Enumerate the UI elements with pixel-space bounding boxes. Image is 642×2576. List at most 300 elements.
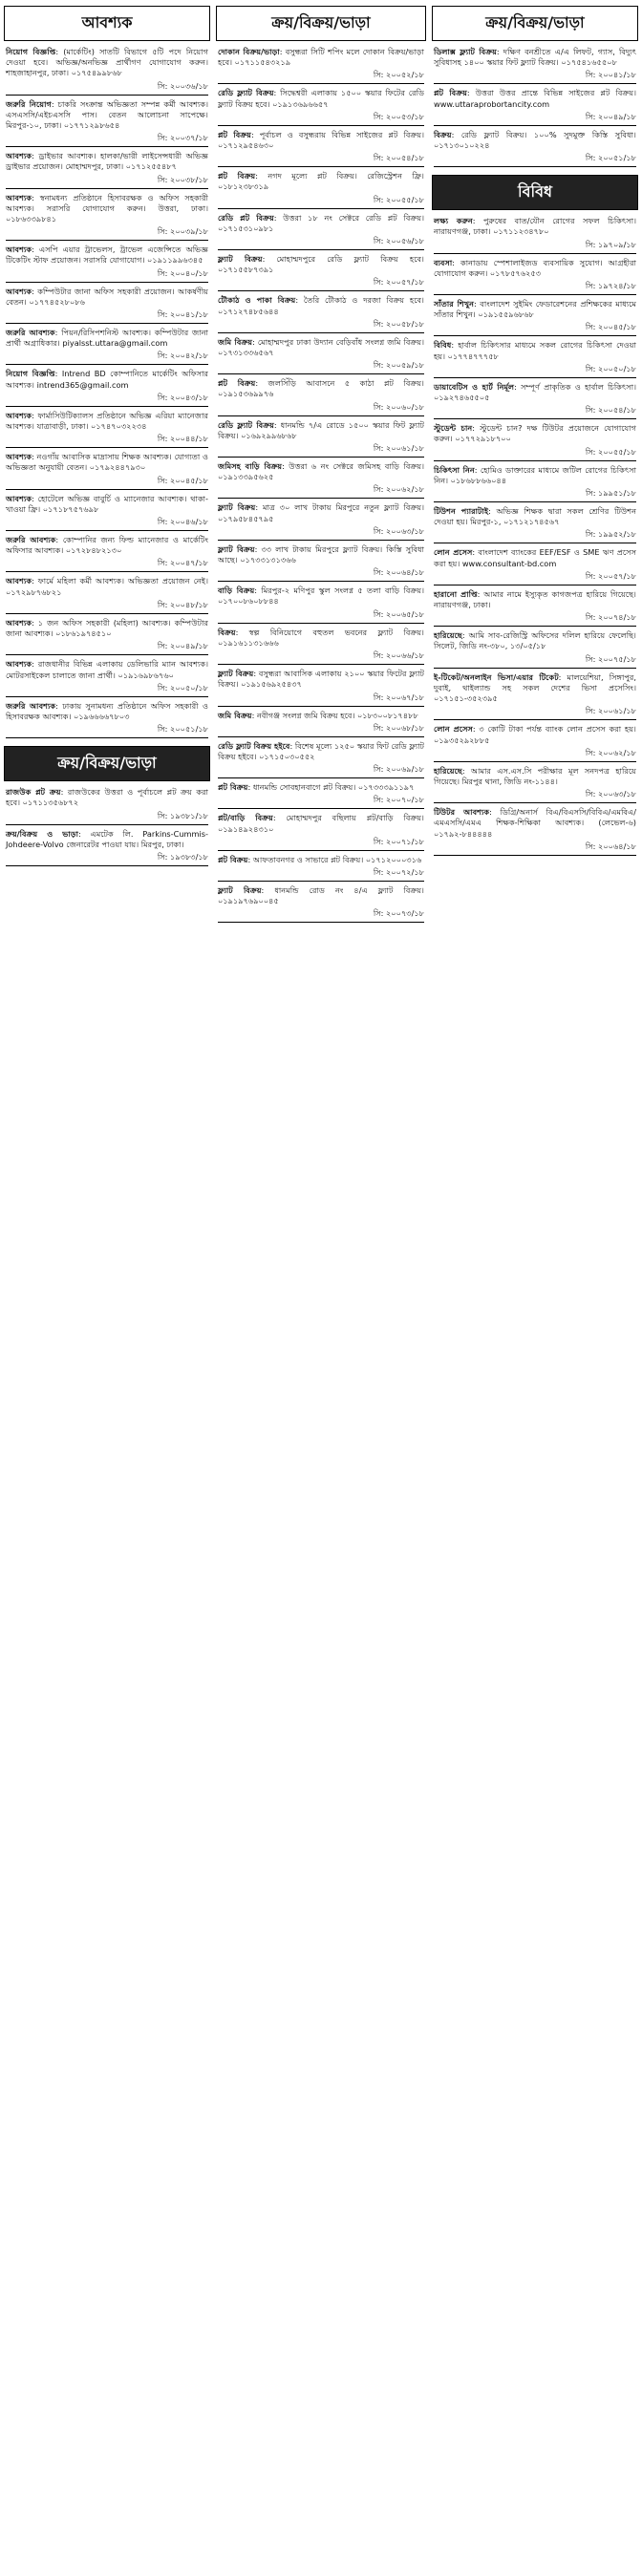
ad-body [434,724,636,745]
ad-body [6,328,208,349]
ad-text: : অভিজ্ঞ শিক্ষক দ্বারা সকল শ্রেণির টিউশন দেওয়া হয়। মিরপুর-১, ০১৭১২১৭৪৫৬৭ [434,506,636,527]
classified-ad [432,88,638,125]
ad-text: : স্টুডেন্ট চান? দক্ষ টিউটর প্রয়োজনে যোগাযোগ করুন। ০১৭৭২৯১৮৭০০ [434,423,636,444]
ad-reference: সি: ২০০৭৪/১৮ [585,612,636,623]
ad-text: : নগদ মূল্যে প্লট বিক্রয়। রেজিস্ট্রেশন ফ্রি। ০১৮১২৩৮৩১৯ [218,171,424,192]
section-heading: বিবিধ [432,175,638,210]
ad-text: : আমার এস.এস.সি পরীক্ষার মূল সনদপত্র হারিয়ে গিয়েছে। মিরপুর থানা, জিডি নং-১১৪৪। [434,765,636,786]
ad-divider [6,364,208,365]
ad-reference: সি: ২০০৪৯/১৮ [157,641,208,651]
ad-reference: সি: ২০০৬২/১৮ [585,747,636,757]
ad-divider [434,335,636,336]
section-heading: আবশ্যক [4,6,210,41]
ad-reference: সি: ২০০৬৪/১৮ [585,841,636,851]
ad-divider [218,706,424,707]
classified-ad [216,47,426,84]
classified-ad [4,193,210,242]
ad-keyword: ফ্ল্যাট বিক্রয় [218,254,263,265]
classified-ad [4,47,210,96]
ad-keyword: হারিয়েছে [434,630,462,641]
classified-ad [4,618,210,655]
ad-text: : বসুন্ধরা আবাসিক এলাকায় ২১০০ স্কয়ার ফিটের ফ্ল্যাট বিক্রয়। ০১৯১৫৬৯২৫৪৩৭ [218,669,424,690]
column-3 [432,4,638,2572]
classified-ad [216,130,426,167]
ad-keyword: জমি বিক্রয় [218,710,252,720]
ad-divider [218,922,424,923]
ads-list [216,47,426,923]
ad-body [218,254,424,275]
ad-reference: সি: ১৯৩৮১/১৮ [157,810,208,820]
ad-keyword: আবশ্যক [6,493,32,503]
ad-keyword: টৌকাঠ ও পাকা বিক্রয় [218,295,296,306]
section-heading: ক্রয়/বিক্রয়/ভাড়া [432,6,638,41]
ad-divider [434,855,636,856]
ad-reference: সি: ২০০৭০/১৮ [373,795,424,805]
ad-keyword: ডিলাক্স ফ্ল্যাট বিক্রয় [434,47,497,56]
ad-body [434,589,636,610]
ad-divider [218,540,424,541]
ad-body [434,130,636,151]
ad-body [434,807,636,840]
classified-ad [216,782,426,809]
ad-text: : ঢাকায় সুনামধন্য প্রতিষ্ঠানে অফিস সহকারী ও হিসাবরক্ষক আবশ্যক। ০১৯৬৬৬৬৭৮০৩ [6,700,209,721]
ad-reference: সি: ২০০৬১/১৮ [373,443,424,454]
ad-body [434,88,636,109]
classified-ad [4,245,210,282]
ad-keyword: ক্রয়/বিক্রয় ও ভাড়া [6,828,78,839]
ad-text: : উত্তরা উত্তর প্রান্তে বিভিন্ন সাইজের প্লট বিক্রয়। www.uttaraprobortancity.com [434,88,636,109]
ad-text: : উত্তরা ১৮ নং সেক্টরে রেডি প্লট বিক্রয়। ০১৭১৫৩১০৯৮১ [218,212,424,233]
ads-list [432,47,638,167]
classified-ad [216,171,426,208]
ad-text: : ধানমন্ডি রোড নং ৪/এ ফ্ল্যাট বিক্রয়। ০১৯১৯৭৬৯০০৪৫ [218,884,424,906]
classified-ad [216,669,426,706]
ad-text: : আমি সাব-রেজিস্ট্রি অফিসের দলিল হারিয়ে ফেলেছি। সিলেট, জিডি নং-৩৮০, ১৩/০৫/১৮ [434,630,636,651]
ad-keyword: আবশ্যক [6,286,32,296]
classified-ad [4,659,210,696]
ad-reference: সি: ২০০৬৭/১৮ [373,692,424,702]
ad-divider [218,166,424,167]
ad-text: : স্বল্প বিনিয়োগে বহুতল ভবনের ফ্ল্যাট বিক্রয়। ০১৯১৬১১৩১৬৬৬ [218,627,424,648]
ad-text: : ধানমন্ডি ৭/এ রোডে ১৫০০ স্কয়ার ফিট ফ্ল্যাট বিক্রয়। ০১৬৯২৯৯৬৮৬৮ [218,419,424,440]
classified-ad [4,452,210,489]
ad-reference: সি: ২০০৪৫/১৮ [585,322,636,332]
ad-body [218,213,424,234]
ad-divider [218,83,424,84]
ad-keyword: আবশ্যক [6,659,32,670]
ad-reference: সি: ২০০৭২/১৮ [373,866,424,877]
classified-ad [432,465,638,502]
classified-ad [432,382,638,419]
ad-body [434,506,636,527]
ad-divider [6,240,208,241]
ad-reference: সি: ২০০৫৩/১৮ [373,111,424,121]
ad-keyword: আবশ্যক [6,452,32,462]
ad-body [218,585,424,607]
ad-reference: সি: ২০০৬৬/১৮ [373,650,424,661]
classified-ad [4,328,210,365]
ad-text: : হোটেলে অভিজ্ঞ বাবুর্চি ও ম্যানেজার আবশ্যক। থাকা-খাওয়া ফ্রি। ০১৭১৮৭৫৭৬৯৮ [6,493,208,514]
ad-text: : মোহাম্মদপুর ঢাকা উদ্যান বেড়িবাঁধ সংলগ্ন জমি বিক্রয়। ০১৭৩১৩৩৬৫৬৭ [218,336,424,358]
classified-ad [432,672,638,721]
ad-divider [218,664,424,665]
ad-keyword: জরুরি আবশ্যক [6,535,56,545]
section-heading: ক্রয়/বিক্রয়/ভাড়া [216,6,426,41]
ad-keyword: প্লট বিক্রয় [218,782,248,793]
ad-divider [6,323,208,324]
classified-ad [432,807,638,856]
ad-keyword: প্লট/বাড়ি বিক্রয় [218,813,273,823]
ad-divider [218,457,424,458]
ad-text: : এমটেক লি. Parkins-Cummis-Johdeere-Volvo জেনারেটর পাওয়া যায়। মিরপুর, ঢাকা। [6,828,208,849]
ad-divider [434,166,636,167]
ad-divider [218,623,424,624]
ad-keyword: চিকিৎসা নিন [434,464,475,475]
ad-body [434,630,636,651]
ad-reference: সি: ১৯৯৫১/১৮ [585,488,636,499]
ad-divider [434,253,636,254]
ad-body [6,411,208,432]
ad-divider [6,447,208,448]
ad-text: : রাজধানীর বিভিন্ন এলাকায় ডেলিভারি ম্যান আবশ্যক। মোটরসাইকেল চালাতে জানা প্রার্থী। ০১৯১৬৯৮৬৭৬০ [6,659,208,680]
ad-text: : বসুন্ধরা সিটি শপিং মলে দোকান বিক্রয়/ভাড়া হবে। ০১৭১১৫৪৩২১৯ [218,47,424,68]
ad-text: : সিদ্ধেশ্বরী এলাকায় ১৫০০ স্কয়ার ফিটের রেডি ফ্ল্যাট বিক্রয় হবে। ০১৯১৩৬৯৬৬৫৭ [218,88,424,109]
ad-reference: সি: ১৯৭২৪/১৮ [585,281,636,291]
classified-ad [216,295,426,332]
ad-keyword: টিউটর আবশ্যক [434,807,490,818]
ad-divider [6,282,208,283]
classified-ad [4,829,210,866]
ad-body [218,628,424,649]
ad-reference: সি: ২০০৫০/১৮ [585,363,636,373]
ad-body [434,672,636,705]
ad-divider [434,802,636,803]
ad-keyword: স্টুডেন্ট চান [434,423,473,434]
ad-body [218,88,424,109]
ad-divider [218,415,424,416]
ad-text: : কানাডায় স্পেশালাইজড ব্যবসায়িক সুযোগ। আগ্রহীরা যোগাযোগ করুন। ০১৭৮৫৭৬২৫৩ [434,257,636,278]
ad-keyword: লোন প্রসেস [434,547,473,558]
classified-ad [216,420,426,458]
ad-divider [6,95,208,96]
ad-body [218,295,424,316]
ad-reference: সি: ২০০৪৮/১৮ [157,599,208,609]
ad-text: : আমার নামে ইস্যুকৃত কাগজপত্র হারিয়ে গিয়েছে। নারায়ণগঞ্জ, ঢাকা। [434,588,636,610]
ad-reference: সি: ২০০৬৪/১৮ [373,567,424,578]
ad-body [6,787,208,808]
ad-reference: সি: ২০০৫৯/১৮ [373,360,424,371]
ad-keyword: প্লট বিক্রয় [218,171,256,181]
classified-ad [432,258,638,295]
ad-keyword: আবশ্যক [6,576,32,586]
ad-keyword: লোন প্রসেস [434,724,473,734]
ad-keyword: সাঁতার শিখুন [434,299,475,309]
ad-reference: সি: ২০০৩৭/১৮ [157,133,208,143]
ad-body [434,299,636,320]
ad-body [218,47,424,68]
ad-divider [218,581,424,582]
ad-divider [434,719,636,720]
ad-reference: সি: ২০০৬১/১৮ [585,706,636,716]
ad-reference: সি: ২০০৪৫/১৮ [157,475,208,485]
ad-reference: সি: ২০০৭৩/১৮ [373,908,424,919]
ad-divider [6,571,208,572]
column-1 [4,4,210,2572]
ad-divider [218,208,424,209]
ad-body [434,258,636,279]
classified-ad [216,213,426,250]
ad-reference: সি: ২০০৬৩/১৮ [585,789,636,799]
ad-divider [434,418,636,419]
ad-keyword: জরুরি নিয়োগ [6,98,52,109]
ad-keyword: ফ্ল্যাট বিক্রয় [218,502,256,513]
ad-keyword: দোকান বিক্রয়/ভাড়া [218,47,280,56]
ad-reference: সি: ২০০৪৩/১৮ [157,392,208,402]
classified-ad [432,299,638,336]
ad-reference: সি: ২০০৪৬/১৮ [157,517,208,527]
classified-ad [216,813,426,850]
ad-text: : আফতাবনগর ও সাভারে প্লট বিক্রয়। ০১৭১২০০০৩১৬ [247,854,422,864]
classified-ad [432,423,638,460]
ad-text: : ৩ কোটি টাকা পর্যন্ত ব্যাংক লোন প্রসেস করা হয়। ০১৯৩৫২৯২৮৮৫ [434,724,636,745]
ad-text: : মালয়েশিয়া, সিঙ্গাপুর, দুবাই, থাইল্যান্ড সহ সকল দেশের ভিসা প্রসেসিং। ০১৭১৫১-৩৫২৩৯৫ [434,671,636,704]
ad-reference: সি: ২০০৫৬/১৮ [373,236,424,246]
ad-divider [218,373,424,374]
ad-keyword: নিয়োগ বিজ্ঞপ্তি [6,369,55,379]
ad-keyword: বিবিধ [434,340,452,351]
classified-ad [432,130,638,167]
ad-divider [6,146,208,147]
classified-ad [216,628,426,665]
ad-body [434,547,636,568]
ad-body [218,813,424,834]
ad-reference: সি: ২০০৪১/১৮ [157,309,208,320]
ad-divider [434,668,636,669]
ads-list [4,787,210,866]
ad-reference: সি: ২০০৬৫/১৮ [373,608,424,619]
ad-keyword: জমিসহ বাড়ি বিক্রয় [218,461,283,472]
ad-keyword: প্লট বিক্রয় [218,129,251,139]
ad-reference: সি: ২০০৫১/১৮ [585,153,636,163]
ad-reference: সি: ২০০৬৮/১৮ [373,722,424,733]
ad-body [6,576,208,597]
classified-ad [432,216,638,253]
ad-text: : (মার্কেটিং) সাতটি বিভাগে ৫টি পদে নিয়োগ দেওয়া হবে। অভিজ্ঞ/অনভিজ্ঞ প্রার্থীগণ যোগাযোগ করুন। শাহজাহানপুর, ঢাকা। ০১৭৫৪৯৯৮৬৮ [6,47,208,78]
ad-body [218,544,424,565]
ad-reference: সি: ২০০৪৪/১৮ [157,434,208,444]
classified-ad [4,576,210,613]
ad-body [218,885,424,906]
ad-text: : তৈরি টৌকাঠ ও দরজা বিক্রয় হবে। ০১৭১২৭৪৮৫৬৪৪ [218,295,424,316]
ad-text: : ডিগ্রি/অনার্স বিএ/বিএসসি/বিবিএ/এমবিএ/এমএসসি/এমএ শিক্ষক-শিক্ষিকা আবশ্যক। (লেভেল-৬) ০১৭৯২-৮৪৪৪৪৪ [434,807,636,839]
classified-ad [432,547,638,585]
ad-keyword: জরুরি আবশ্যক [6,700,56,711]
ad-body [6,829,208,850]
ad-text: : ড্রাইভার আবশ্যক। হালকা/ভারী লাইসেন্সধারী অভিজ্ঞ ড্রাইভার প্রয়োজন। মোহাম্মদপুর, ঢাকা। ০১৭১২৫৫৪৮৭ [6,151,208,172]
ad-body [6,535,208,556]
ad-keyword: রেডি ফ্ল্যাট বিক্রয় হইবে [218,740,290,751]
ad-divider [6,489,208,490]
ad-divider [6,824,208,825]
ad-keyword: আবশ্যক [6,617,32,628]
ad-reference: সি: ২০০৬২/১৮ [373,484,424,495]
ad-reference: সি: ২০০৫১/১৮ [157,724,208,734]
ad-divider [218,290,424,291]
ad-text: : কোম্পানির জন্য ফিল্ড ম্যানেজার ও মার্কেটিং অফিসার আবশ্যক। ০১৭২৮৪৮২১৩০ [6,535,208,556]
classified-ad [4,787,210,824]
ad-reference: সি: ২০০৬৯/১৮ [373,764,424,775]
ad-divider [6,737,208,738]
ad-text: : উত্তরা ৬ নং সেক্টরে জমিসহ বাড়ি বিক্রয়। ০১৯১৩৩৯৫৬২৫ [218,461,425,482]
ad-keyword: লক্ষ্য করুন [434,216,473,226]
ad-body [6,452,208,473]
ad-body [218,337,424,358]
ad-text: : দক্ষিণ বনশ্রীতে এ/এ লিফট, গ্যাস, বিদ্যুৎ সুবিধাসহ ১৪০০ স্কয়ার ফিট ফ্ল্যাট বিক্রয়। ০১৭৫৪১৬৫৫০৮ [434,47,636,68]
ad-keyword: প্লট বিক্রয় [434,88,467,98]
ad-body [218,378,424,399]
ad-divider [218,249,424,250]
ad-reference: সি: ২০০৩৯/১৮ [157,226,208,237]
classified-ad [432,766,638,803]
ad-text: : স্বনামধন্য প্রতিষ্ঠানে হিসাবরক্ষক ও অফিস সহকারী আবশ্যক। সরাসরি যোগাযোগ করুন। উত্তরা, ঢাকা। ০১৮৬৩৩৯৮৪১ [6,192,208,224]
ad-divider [218,736,424,737]
ad-body [6,494,208,515]
ad-reference: সি: ১৯৭০৯/১৮ [585,239,636,249]
section-heading: ক্রয়/বিক্রয়/ভাড়া [4,746,210,781]
classified-ad [216,378,426,415]
ad-keyword: রেডি ফ্ল্যাট বিক্রয় [218,419,274,430]
classified-ad [4,494,210,531]
ad-divider [218,777,424,778]
ad-reference: সি: ২০০৬৩/১৮ [373,525,424,536]
ad-body [6,659,208,680]
ad-text: : সম্পূর্ণ প্রাকৃতিক ও হার্বাল চিকিৎসা। ০১৯২৭৪৬৫৫০৫ [434,381,636,403]
ad-body [434,340,636,361]
ad-text: : নবীগঞ্জ সংলগ্ন জমি বিক্রয় হবে। ০১৮৩০০৮১৭৪৮৮ [251,710,418,720]
ad-reference: সি: ১৯৩৮৩/১৮ [157,851,208,862]
ad-reference: সি: ২০০৪০/১৮ [157,267,208,278]
ad-keyword: জরুরি আবশ্যক [6,328,55,338]
ad-body [218,711,424,721]
ad-text: : Intrend BD কোম্পানিতে মার্কেটিং অফিসার আবশ্যক। intrend365@gmail.com [6,369,208,390]
ad-text: : পিয়ন/রিসিপশনিস্ট আবশ্যক। কম্পিউটার জানা প্রার্থী অগ্রাধিকার। piyalsst.uttara@gmail.com [6,328,208,349]
ad-divider [6,530,208,531]
ad-text: : রেডি ফ্ল্যাট বিক্রয়। ১০০% সুদমুক্ত কিস্তি সুবিধা। ০১৭১৩০১০২২৪ [434,129,636,151]
ad-text: : চাকরি সংক্রান্ত অভিজ্ঞতা সম্পন্ন কর্মী আবশ্যক। এসএসসি/এইচএসসি পাস। বেতন আলোচনা সাপেক্ষে। মিরপুর-১০, ঢাকা। ০১৭৭১২৯৮৬৫৪ [6,98,209,131]
ad-reference: সি: ২০০৭৫/১৮ [585,653,636,664]
ad-body [218,741,424,762]
ad-body [218,855,424,865]
ad-divider [218,881,424,882]
ad-text: : মোহাম্মদপুরে রেডি ফ্ল্যাট বিক্রয় হবে। ০১৭১৫৫৮৭৩৯১ [218,254,424,275]
classified-ad [216,337,426,374]
ad-body [6,618,208,639]
classified-ad [216,741,426,778]
ad-keyword: জমি বিক্রয় [218,336,253,347]
ad-keyword: রেডি ফ্ল্যাট বিক্রয় [218,88,274,98]
ad-text: : রাজউকের উত্তরা ও পূর্বাচলে প্লট ক্রয় করা হবে। ০১৭১১৩৫৬৮৭২ [6,787,209,808]
ad-reference: সি: ২০০৪৯/১৮ [585,111,636,121]
ad-divider [6,696,208,697]
ad-text: : মাত্র ৩০ লাখ টাকায় মিরপুরে নতুন ফ্ল্যাট বিক্রয়। ০১৭৯৫৮৪৫৭৯৫ [218,502,424,523]
ad-text: : এসপি এয়ার ট্রাভেলস, ট্রাভেল এজেন্সিতে অভিজ্ঞ টিকেটিং স্টাফ প্রয়োজন। সরাসরি যোগাযোগ। ০১৯১১৯৯৬৩৪৫ [6,245,208,266]
ad-text: : পুরুষের বাত/যৌন রোগের সফল চিকিৎসা। নারায়ণগঞ্জ, ঢাকা। ০১৭১১২৩৪৭৮০ [434,216,636,237]
ad-divider [6,865,208,866]
column-2 [216,4,426,2572]
ad-divider [434,377,636,378]
classified-ad [432,340,638,377]
classified-ad [432,589,638,627]
ad-body [6,701,208,722]
ad-body [218,130,424,151]
ad-reference: সি: ২০০৭১/১৮ [373,836,424,846]
classified-ad [4,287,210,324]
ad-reference: সি: ২০০৫২/১৮ [373,70,424,80]
ad-keyword: ফ্ল্যাট বিক্রয় [218,884,262,895]
ad-reference: সি: ১৯৯৫২/১৮ [585,529,636,540]
ad-body [434,47,636,68]
ad-reference: সি: ২০০৫৮/১৮ [373,318,424,329]
ad-keyword: আবশ্যক [6,192,32,202]
classified-ad [432,724,638,761]
ad-body [434,766,636,787]
ad-divider [218,125,424,126]
ad-keyword: রেডি প্লট বিক্রয় [218,212,274,223]
classified-ad [216,855,426,882]
classified-ad [4,99,210,148]
ad-reference: সি: ২০০৬০/১৮ [373,401,424,412]
classified-ad [4,701,210,738]
ad-keyword: ফ্ল্যাট বিক্রয় [218,543,255,554]
ad-reference: সি: ২০০৪২/১৮ [157,351,208,361]
ads-list [432,216,638,856]
ad-divider [434,83,636,84]
ad-divider [6,654,208,655]
classified-ad [432,506,638,543]
ad-reference: সি: ২০০৪৭/১৮ [157,558,208,568]
ad-keyword: বিক্রয় [434,129,452,139]
ad-text: : হার্বাল চিকিৎসার মাধ্যমে সকল রোগের চিকিৎসা দেওয়া হয়। ০১৭৭৪৭৭৭৫৮ [434,340,636,361]
ad-keyword: প্লট বিক্রয় [218,854,248,864]
ad-divider [218,498,424,499]
ad-text: : হোমিও ডাক্তারের মাধ্যমে জটিল রোগের চিকিৎসা নিন। ০১৮৬৮৮৬৬০৪৪ [434,464,636,485]
ad-reference: সি: ২০০৩৬/১৮ [157,80,208,91]
ad-divider [6,188,208,189]
ad-body [6,287,208,308]
ad-text: : ধানমন্ডি সোবহানবাগে প্লট বিক্রয়। ০১৭৩৩৩৯১১৯৭ [247,782,415,793]
ad-text: : বিশেষ মূল্যে ১২৫০ স্কয়ার ফিট রেডি ফ্ল্যাট বিক্রয় হইবে। ০১৭১৫০৩০৫৫২ [218,740,425,761]
ad-reference: সি: ২০০৩৮/১৮ [157,174,208,184]
ad-keyword: ব্যবসা [434,257,453,267]
ad-reference: সি: ২০০৫৪/১৮ [373,153,424,163]
ad-reference: সি: ২০০৫৭/১৮ [373,277,424,287]
ad-reference: সি: ২০০৪১/১৮ [585,70,636,80]
ad-keyword: বিক্রয় [218,627,236,637]
classified-ad [4,151,210,188]
ad-divider [218,850,424,851]
ad-body [6,369,208,390]
ad-keyword: ফ্ল্যাট বিক্রয় [218,669,254,679]
ad-reference: সি: ২০০৫৫/১৮ [585,446,636,457]
classified-ad [216,885,426,923]
classified-ad [216,461,426,499]
classified-ad [216,711,426,737]
ad-body [434,423,636,444]
ad-divider [434,125,636,126]
ad-body [218,502,424,523]
ad-keyword: প্লট বিক্রয় [218,378,256,389]
ad-body [6,47,208,79]
